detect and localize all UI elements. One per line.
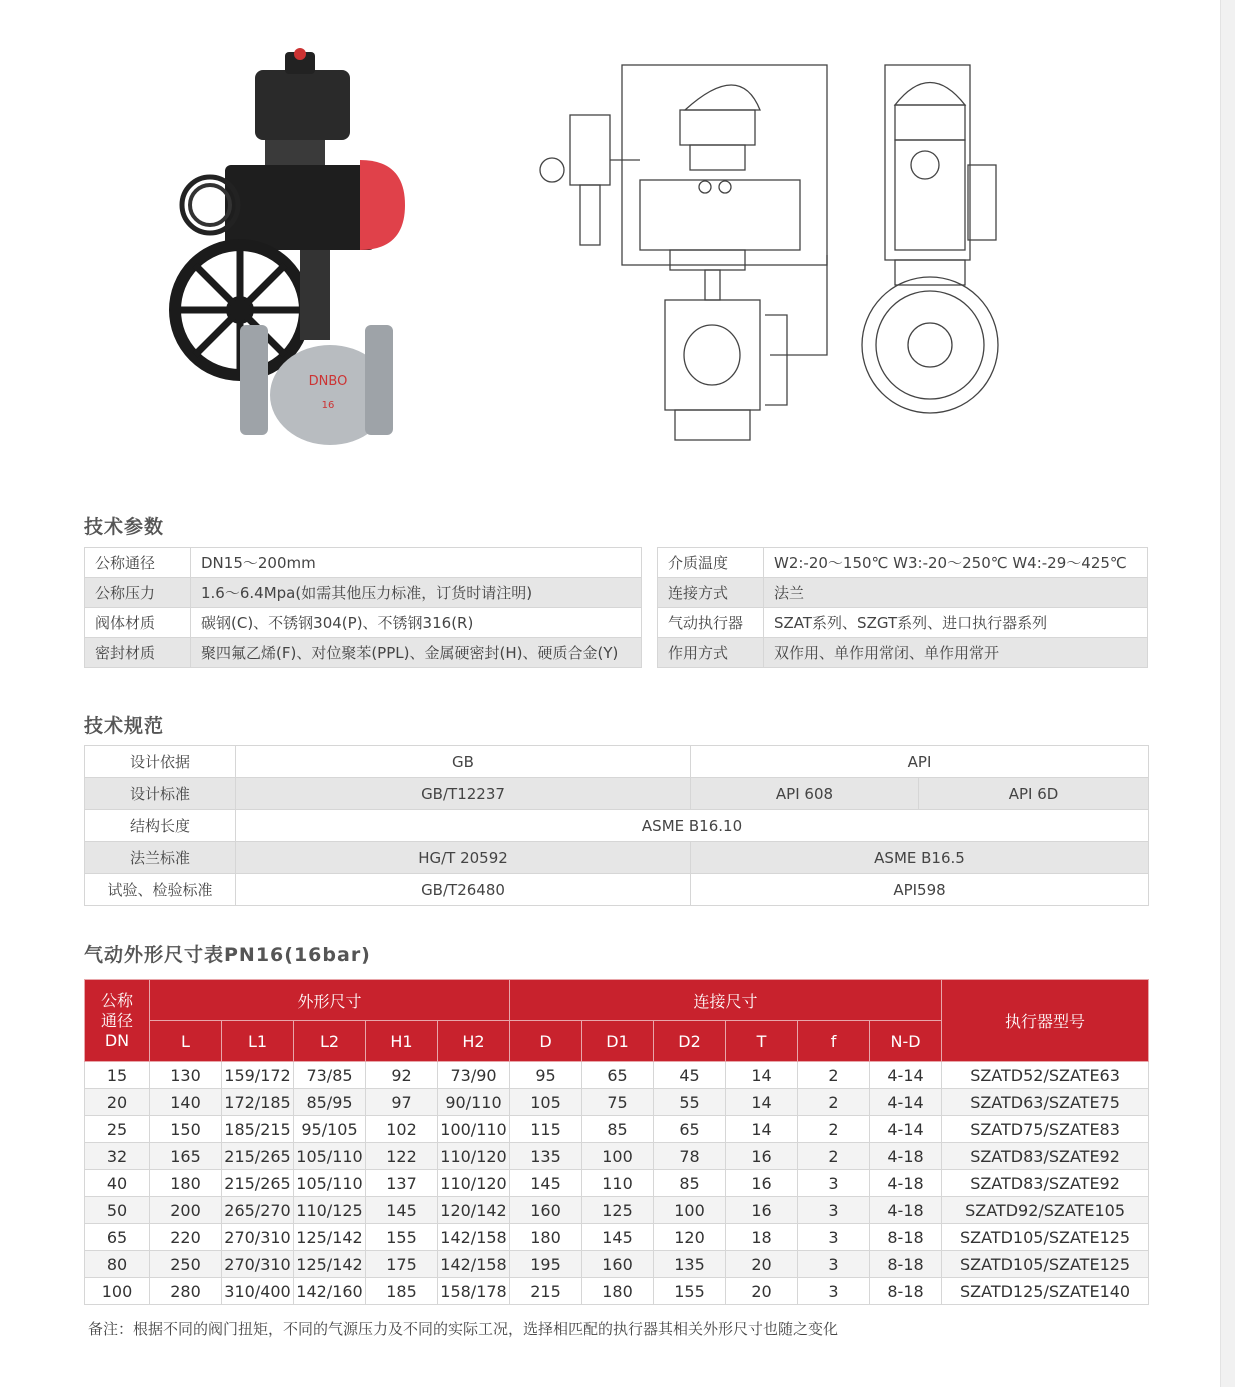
table-cell: 3 bbox=[798, 1197, 870, 1224]
subheader-cell: H1 bbox=[366, 1021, 438, 1062]
table-cell: 8-18 bbox=[870, 1224, 942, 1251]
table-cell: 2 bbox=[798, 1089, 870, 1116]
front-view-drawing bbox=[525, 55, 845, 450]
param-value: 聚四氟乙烯(F)、对位聚苯(PPL)、金属硬密封(H)、硬质合金(Y) bbox=[191, 638, 642, 668]
param-value: 碳钢(C)、不锈钢304(P)、不锈钢316(R) bbox=[191, 608, 642, 638]
table-cell: 145 bbox=[510, 1170, 582, 1197]
table-cell: 14 bbox=[726, 1116, 798, 1143]
table-row bbox=[85, 1143, 1149, 1170]
table-row bbox=[85, 842, 1149, 874]
table-cell: 3 bbox=[798, 1224, 870, 1251]
table-row bbox=[85, 1251, 1149, 1278]
table-cell: 270/310 bbox=[222, 1224, 294, 1251]
table-cell: 155 bbox=[654, 1278, 726, 1305]
table-cell: 175 bbox=[366, 1251, 438, 1278]
table-cell: 142/158 bbox=[438, 1224, 510, 1251]
table-cell: 102 bbox=[366, 1116, 438, 1143]
table-cell: 115 bbox=[510, 1116, 582, 1143]
subheader-cell: L bbox=[150, 1021, 222, 1062]
table-cell: 125 bbox=[582, 1197, 654, 1224]
subheader-cell: D2 bbox=[654, 1021, 726, 1062]
param-key: 阀体材质 bbox=[85, 608, 191, 638]
table-cell: 180 bbox=[150, 1170, 222, 1197]
table-cell: 85 bbox=[582, 1116, 654, 1143]
table-cell: 120 bbox=[654, 1224, 726, 1251]
table-row bbox=[85, 874, 1149, 906]
spec-key: 设计依据 bbox=[85, 746, 236, 778]
table-cell: 220 bbox=[150, 1224, 222, 1251]
table-cell: 45 bbox=[654, 1062, 726, 1089]
table-cell: 180 bbox=[582, 1278, 654, 1305]
table-cell: 110/120 bbox=[438, 1170, 510, 1197]
table-cell: 55 bbox=[654, 1089, 726, 1116]
spec-gb: GB bbox=[236, 746, 691, 778]
spec-all: ASME B16.10 bbox=[236, 810, 1149, 842]
table-cell: 185/215 bbox=[222, 1116, 294, 1143]
param-value: 1.6～6.4Mpa(如需其他压力标准，订货时请注明) bbox=[191, 578, 642, 608]
table-cell: SZATD75/SZATE83 bbox=[942, 1116, 1149, 1143]
table-cell: 3 bbox=[798, 1278, 870, 1305]
table-cell: 137 bbox=[366, 1170, 438, 1197]
params-right-table bbox=[657, 547, 1148, 668]
table-cell: SZATD52/SZATE63 bbox=[942, 1062, 1149, 1089]
table-cell: 16 bbox=[726, 1197, 798, 1224]
table-cell: 95/105 bbox=[294, 1116, 366, 1143]
table-cell: 32 bbox=[85, 1143, 150, 1170]
table-cell: 90/110 bbox=[438, 1089, 510, 1116]
table-cell: 85/95 bbox=[294, 1089, 366, 1116]
table-cell: 195 bbox=[510, 1251, 582, 1278]
table-cell: 75 bbox=[582, 1089, 654, 1116]
table-cell: 160 bbox=[582, 1251, 654, 1278]
table-cell: 265/270 bbox=[222, 1197, 294, 1224]
table-cell: 16 bbox=[726, 1170, 798, 1197]
table-cell: 40 bbox=[85, 1170, 150, 1197]
table-cell: 135 bbox=[654, 1251, 726, 1278]
table-cell: 159/172 bbox=[222, 1062, 294, 1089]
table-cell: 160 bbox=[510, 1197, 582, 1224]
table-cell: 310/400 bbox=[222, 1278, 294, 1305]
table-cell: 18 bbox=[726, 1224, 798, 1251]
table-cell: 172/185 bbox=[222, 1089, 294, 1116]
table-cell: 4-18 bbox=[870, 1170, 942, 1197]
table-cell: 130 bbox=[150, 1062, 222, 1089]
table-cell: 3 bbox=[798, 1251, 870, 1278]
table-row bbox=[85, 608, 642, 638]
spec-api: API 6D bbox=[919, 778, 1149, 810]
table-row bbox=[85, 1116, 1149, 1143]
photo-brand: DNBO bbox=[308, 374, 348, 389]
table-cell: 16 bbox=[726, 1143, 798, 1170]
table-cell: 80 bbox=[85, 1251, 150, 1278]
table-cell: 14 bbox=[726, 1089, 798, 1116]
spec-key: 法兰标准 bbox=[85, 842, 236, 874]
table-cell: 110/120 bbox=[438, 1143, 510, 1170]
table-cell: SZATD105/SZATE125 bbox=[942, 1251, 1149, 1278]
subheader-cell: L2 bbox=[294, 1021, 366, 1062]
table-row bbox=[85, 1197, 1149, 1224]
params-left-table bbox=[84, 547, 642, 668]
table-cell: 145 bbox=[366, 1197, 438, 1224]
spec-gb: GB/T26480 bbox=[236, 874, 691, 906]
table-cell: 2 bbox=[798, 1143, 870, 1170]
table-cell: 85 bbox=[654, 1170, 726, 1197]
table-cell: 110/125 bbox=[294, 1197, 366, 1224]
table-cell: 180 bbox=[510, 1224, 582, 1251]
subheader-cell: f bbox=[798, 1021, 870, 1062]
table-cell: 280 bbox=[150, 1278, 222, 1305]
page-edge bbox=[1220, 0, 1235, 1387]
header-actuator: 执行器型号 bbox=[942, 980, 1149, 1062]
table-cell: 215 bbox=[510, 1278, 582, 1305]
table-cell: 140 bbox=[150, 1089, 222, 1116]
table-cell: 125/142 bbox=[294, 1224, 366, 1251]
table-cell: 65 bbox=[85, 1224, 150, 1251]
subheader-cell: D1 bbox=[582, 1021, 654, 1062]
table-cell: 100/110 bbox=[438, 1116, 510, 1143]
table-cell: 3 bbox=[798, 1170, 870, 1197]
spec-gb: GB/T12237 bbox=[236, 778, 691, 810]
table-cell: 20 bbox=[85, 1089, 150, 1116]
spec-key: 设计标准 bbox=[85, 778, 236, 810]
param-key: 连接方式 bbox=[658, 578, 764, 608]
subheader-cell: D bbox=[510, 1021, 582, 1062]
valve-photo bbox=[160, 40, 410, 450]
table-cell: 92 bbox=[366, 1062, 438, 1089]
dims-title: 气动外形尺寸表PN16(16bar) bbox=[84, 944, 371, 966]
param-value: 法兰 bbox=[764, 578, 1148, 608]
table-cell: 200 bbox=[150, 1197, 222, 1224]
table-row bbox=[85, 548, 642, 578]
table-cell: 125/142 bbox=[294, 1251, 366, 1278]
param-value: SZAT系列、SZGT系列、进口执行器系列 bbox=[764, 608, 1148, 638]
table-cell: 105/110 bbox=[294, 1143, 366, 1170]
param-key: 密封材质 bbox=[85, 638, 191, 668]
table-cell: SZATD125/SZATE140 bbox=[942, 1278, 1149, 1305]
table-row bbox=[658, 548, 1148, 578]
table-cell: 20 bbox=[726, 1251, 798, 1278]
param-value: 双作用、单作用常闭、单作用常开 bbox=[764, 638, 1148, 668]
table-cell: 150 bbox=[150, 1116, 222, 1143]
table-cell: SZATD105/SZATE125 bbox=[942, 1224, 1149, 1251]
table-cell: 142/160 bbox=[294, 1278, 366, 1305]
param-key: 气动执行器 bbox=[658, 608, 764, 638]
table-cell: 142/158 bbox=[438, 1251, 510, 1278]
photo-badge: 16 bbox=[321, 400, 335, 411]
table-cell: 120/142 bbox=[438, 1197, 510, 1224]
table-row bbox=[85, 1224, 1149, 1251]
table-cell: 50 bbox=[85, 1197, 150, 1224]
table-row bbox=[85, 1170, 1149, 1197]
table-cell: 15 bbox=[85, 1062, 150, 1089]
table-cell: 185 bbox=[366, 1278, 438, 1305]
spec-api: ASME B16.5 bbox=[691, 842, 1149, 874]
side-view-drawing bbox=[850, 55, 1000, 415]
table-cell: 155 bbox=[366, 1224, 438, 1251]
table-row bbox=[85, 746, 1149, 778]
table-cell: 215/265 bbox=[222, 1143, 294, 1170]
table-cell: 65 bbox=[582, 1062, 654, 1089]
subheader-cell: L1 bbox=[222, 1021, 294, 1062]
table-cell: 8-18 bbox=[870, 1251, 942, 1278]
table-cell: 135 bbox=[510, 1143, 582, 1170]
table-cell: 4-14 bbox=[870, 1089, 942, 1116]
table-cell: 158/178 bbox=[438, 1278, 510, 1305]
table-cell: 145 bbox=[582, 1224, 654, 1251]
spec-api: API598 bbox=[691, 874, 1149, 906]
table-cell: 20 bbox=[726, 1278, 798, 1305]
params-title: 技术参数 bbox=[84, 516, 165, 538]
param-key: 公称压力 bbox=[85, 578, 191, 608]
table-cell: SZATD83/SZATE92 bbox=[942, 1170, 1149, 1197]
header-outer: 外形尺寸 bbox=[150, 980, 510, 1021]
table-cell: 215/265 bbox=[222, 1170, 294, 1197]
table-cell: 105/110 bbox=[294, 1170, 366, 1197]
specs-table bbox=[84, 745, 1149, 906]
param-key: 公称通径 bbox=[85, 548, 191, 578]
table-cell: 2 bbox=[798, 1062, 870, 1089]
subheader-cell: T bbox=[726, 1021, 798, 1062]
table-cell: 4-14 bbox=[870, 1116, 942, 1143]
table-cell: 14 bbox=[726, 1062, 798, 1089]
table-cell: 78 bbox=[654, 1143, 726, 1170]
table-cell: 165 bbox=[150, 1143, 222, 1170]
table-cell: 105 bbox=[510, 1089, 582, 1116]
table-row bbox=[85, 638, 642, 668]
table-cell: 110 bbox=[582, 1170, 654, 1197]
table-row bbox=[85, 578, 642, 608]
subheader-cell: H2 bbox=[438, 1021, 510, 1062]
table-cell: 4-14 bbox=[870, 1062, 942, 1089]
header-dn: 公称通径DN bbox=[85, 980, 150, 1062]
table-row bbox=[658, 608, 1148, 638]
param-value: DN15～200mm bbox=[191, 548, 642, 578]
footnote: 备注：根据不同的阀门扭矩，不同的气源压力及不同的实际工况，选择相匹配的执行器其相关外形尺寸也随之变化 bbox=[88, 1320, 839, 1338]
subheader-cell: N-D bbox=[870, 1021, 942, 1062]
table-cell: SZATD92/SZATE105 bbox=[942, 1197, 1149, 1224]
param-key: 介质温度 bbox=[658, 548, 764, 578]
table-row bbox=[85, 778, 1149, 810]
table-cell: 73/85 bbox=[294, 1062, 366, 1089]
table-cell: 25 bbox=[85, 1116, 150, 1143]
table-row bbox=[85, 810, 1149, 842]
table-cell: 100 bbox=[654, 1197, 726, 1224]
header-conn: 连接尺寸 bbox=[510, 980, 942, 1021]
table-cell: 100 bbox=[582, 1143, 654, 1170]
table-cell: 73/90 bbox=[438, 1062, 510, 1089]
table-cell: 122 bbox=[366, 1143, 438, 1170]
table-cell: 100 bbox=[85, 1278, 150, 1305]
table-row bbox=[85, 1278, 1149, 1305]
table-cell: 270/310 bbox=[222, 1251, 294, 1278]
table-cell: SZATD83/SZATE92 bbox=[942, 1143, 1149, 1170]
table-cell: 65 bbox=[654, 1116, 726, 1143]
table-cell: 250 bbox=[150, 1251, 222, 1278]
table-cell: 4-18 bbox=[870, 1197, 942, 1224]
dimension-table bbox=[84, 979, 1149, 1305]
table-cell: 95 bbox=[510, 1062, 582, 1089]
table-row bbox=[85, 1062, 1149, 1089]
table-cell: 97 bbox=[366, 1089, 438, 1116]
spec-key: 试验、检验标准 bbox=[85, 874, 236, 906]
param-key: 作用方式 bbox=[658, 638, 764, 668]
table-cell: SZATD63/SZATE75 bbox=[942, 1089, 1149, 1116]
table-row bbox=[85, 1089, 1149, 1116]
table-cell: 4-18 bbox=[870, 1143, 942, 1170]
table-cell: 2 bbox=[798, 1116, 870, 1143]
spec-gb: HG/T 20592 bbox=[236, 842, 691, 874]
table-row bbox=[658, 578, 1148, 608]
spec-api: API 608 bbox=[691, 778, 919, 810]
param-value: W2:-20～150℃ W3:-20～250℃ W4:-29～425℃ bbox=[764, 548, 1148, 578]
table-row bbox=[658, 638, 1148, 668]
spec-key: 结构长度 bbox=[85, 810, 236, 842]
spec-api: API bbox=[691, 746, 1149, 778]
specs-title: 技术规范 bbox=[84, 715, 165, 737]
table-cell: 8-18 bbox=[870, 1278, 942, 1305]
